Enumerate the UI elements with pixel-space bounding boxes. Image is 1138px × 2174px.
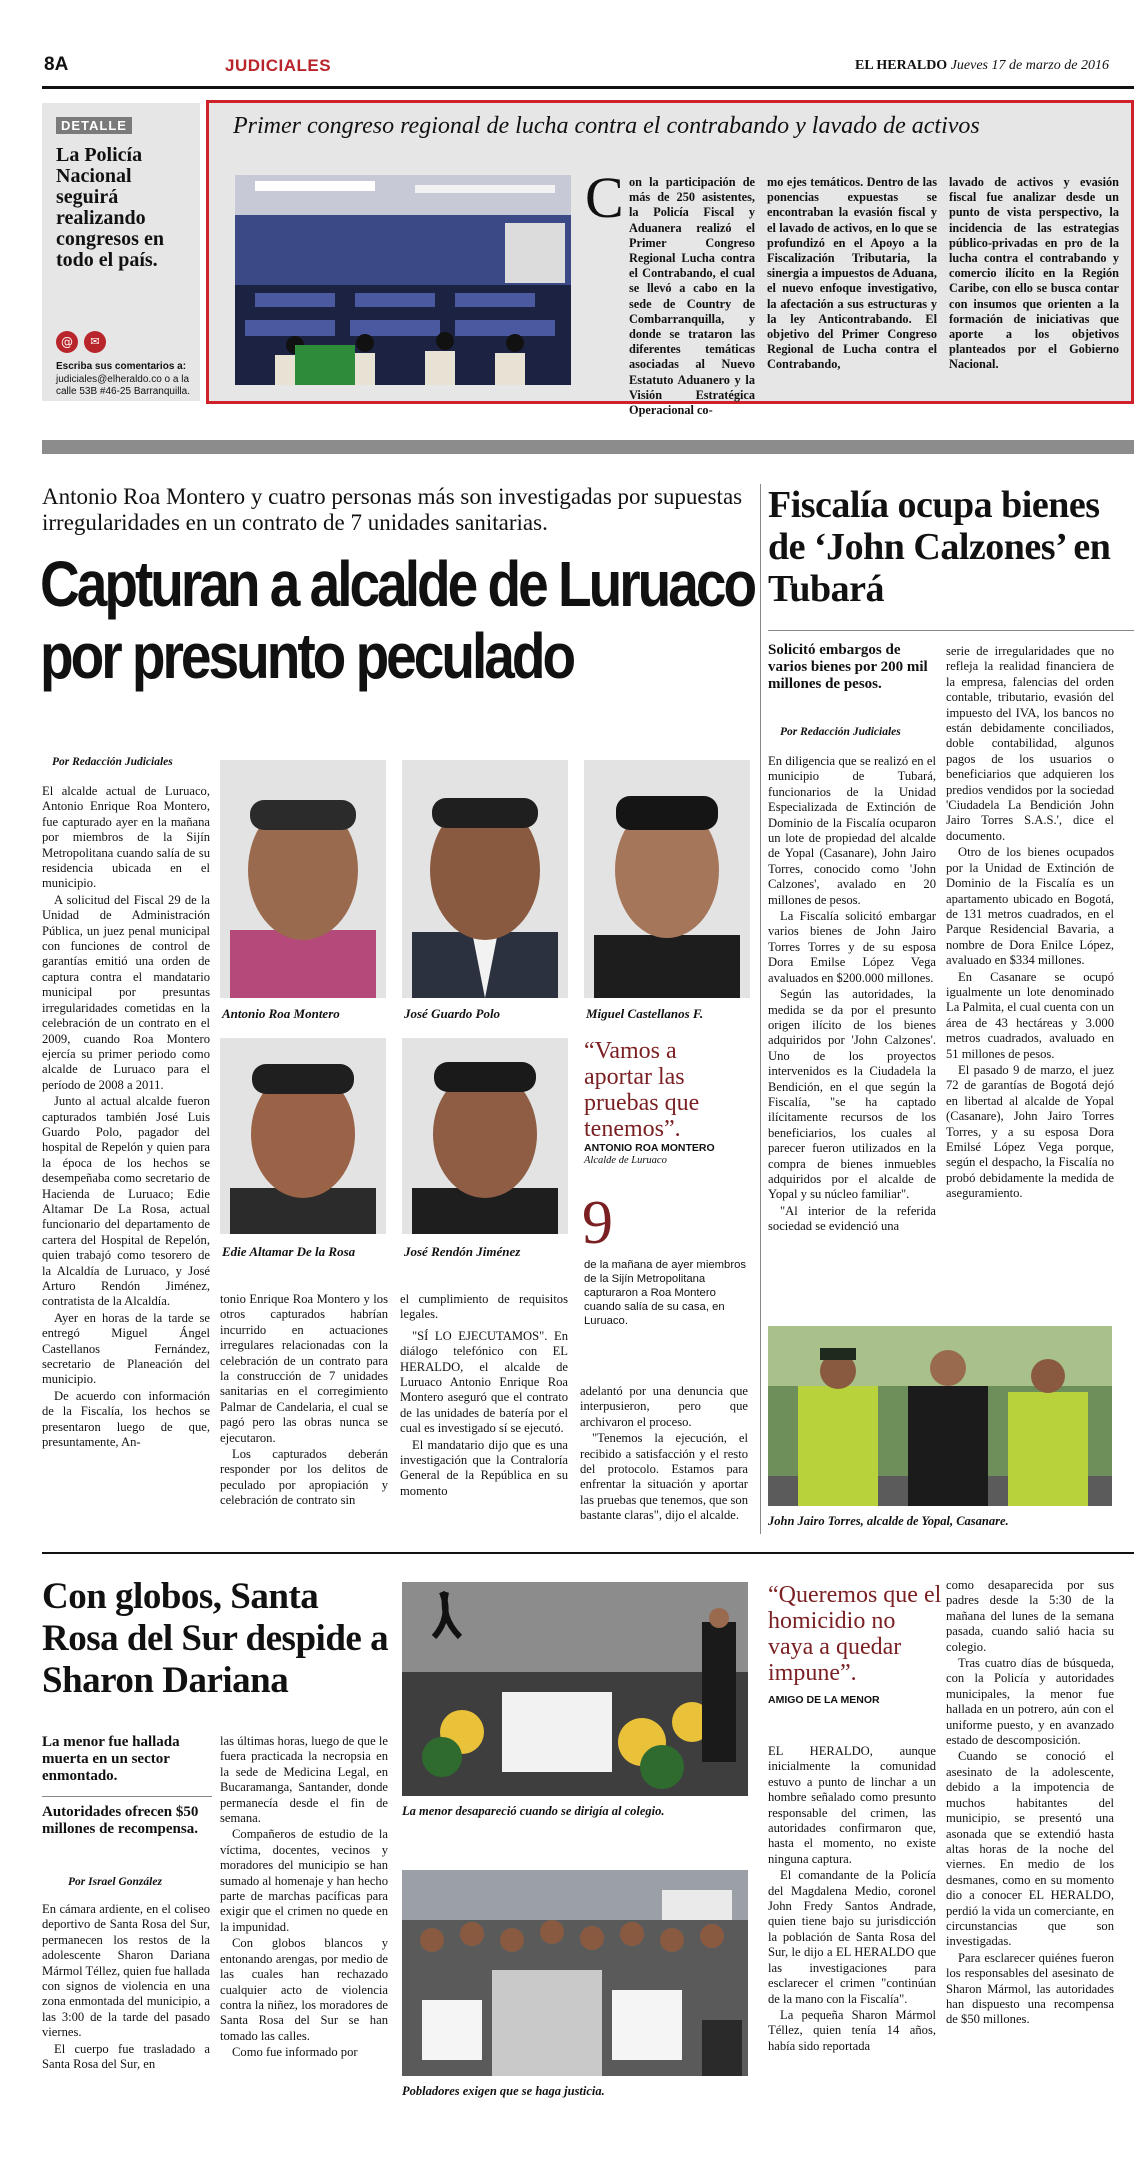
sharon-photo-1-caption: La menor desapareció cuando se dirigía al colegio. <box>402 1804 665 1818</box>
fiscalia-photo-caption: John Jairo Torres, alcalde de Yopal, Casanare. <box>768 1514 1009 1528</box>
comments-text: judiciales@elheraldo.co o a la calle 53B #46-25 Barranquilla. <box>56 374 190 397</box>
luruaco-col-4 <box>580 1384 748 1530</box>
luruaco-headline: Capturan a alcalde de Luruaco por presunto peculado <box>40 548 755 692</box>
email-icon[interactable]: @ <box>56 331 78 353</box>
sharon-photo-2 <box>402 1870 748 2076</box>
photo-roa-montero <box>220 760 386 998</box>
luruaco-byline: Por Redacción Judiciales <box>52 756 173 768</box>
fiscalia-p2: La Fiscalía solicitó embargar varios bienes de John Jairo Torres Torres y de su esposa Dora Emilse López Vega avaluados en $200.000 millones. <box>768 909 936 985</box>
caption-altamar: Edie Altamar De la Rosa <box>222 1244 356 1259</box>
fiscalia-rule <box>768 630 1134 631</box>
congreso-col-2-text: mo ejes temáticos. Dentro de las ponencias expuestas se encontraban la evasión fiscal y el lavado de activos, en lo que se profundizó en el Apoyo a la Fiscalización Tributaria, la sinergia a impuestos de Aduana, el nuevo enfoque investigativo, la afectación a sus estructuras y la ley Anticontrabando. El objetivo del Primer Congreso Regional de Lucha contra el Contrabando, <box>767 175 937 372</box>
luruaco-col-2 <box>220 1292 388 1530</box>
separator-band <box>42 440 1134 454</box>
detalle-text: La Policía Nacional seguirá realizando congresos en todo el país. <box>56 144 164 271</box>
march-image <box>402 1870 748 2076</box>
fiscalia-p4: "Al interior de la referida sociedad se evidenció una <box>768 1203 936 1234</box>
congreso-col-3-text: lavado de activos y evasión fiscal fue analizar desde un punto de vista perspectivo, la incidencia de las estrategias público-privadas en pro de la lucha contra el contrabando y comercio ilícito en la Región Caribe, con ello se busca contar con insumos que orienten a la formación de iniciativas que aporte a los objetivos planteados por el Gobierno Nacional. <box>949 175 1119 372</box>
sharon-col2-p4: Como fue informado por <box>232 2045 358 2060</box>
sharon-deck-2: Autoridades ofrecen $50 millones de recompensa. <box>42 1804 199 1837</box>
header-rule <box>42 86 1134 89</box>
arrest-image <box>768 1326 1112 1506</box>
fiscalia-photo <box>768 1326 1112 1506</box>
section-name: JUDICIALES <box>225 56 332 75</box>
luruaco-col2-p2: Los capturados deberán responder por los delitos de peculado por apropiación y celebración de contrato sin <box>220 1447 388 1508</box>
sharon-photo-2-caption: Pobladores exigen que se haga justicia. <box>402 2084 605 2098</box>
issue-date: Jueves 17 de marzo de 2016 <box>950 58 1109 73</box>
quote-name: ANTONIO ROA MONTERO <box>584 1142 715 1154</box>
fiscalia-deck: Solicitó embargos de varios bienes por 200 mil millones de pesos. <box>768 642 928 692</box>
sharon-col-3 <box>768 1744 936 2108</box>
fiscalia-p1: En diligencia que se realizó en el municipio de Tubará, funcionarios de la Unidad Especializada de Extinción de Dominio de la Fiscalía ocuparon un lote de propiedad del alcalde de Yopal (Casanare), John Jairo Torres, conocido como 'John Calzones', avalado en 20 millones de pesos. <box>768 754 936 907</box>
fiscalia-col2-p4: El pasado 9 de marzo, el juez 72 de garantías de Bogotá dejó en libertad al alcalde de Yopal (Casanare), John Jairo Torres Torres, y a su esposa Dora Emilsé López Vega porque, según el despacho, la Fiscalía no probó debidamente la medida de aseguramiento. <box>946 1062 1114 1201</box>
sharon-col4-p3: Cuando se conoció el asesinato de la adolescente, debido a la impotencia de muchos habitantes del municipio, se presentó una asonada que se extendió hasta altas horas de la noche del viernes. En medio de los desmanes, como en su momento dio a conocer EL HERALDO, perdió la vida un comerciante, en circunstancias que son investigadas. <box>946 1749 1114 1949</box>
caption-castellanos: Miguel Castellanos F. <box>586 1006 704 1021</box>
sharon-col3-p1: EL HERALDO, aunque inicialmente la comunidad estuvo a punto de linchar a un hombre señalado como presunto responsable del crimen, las autoridades confirmaron que, hasta el momento, no existe ninguna captura. <box>768 1744 936 1866</box>
sharon-quote: “Queremos que el homicidio no vaya a quedar impune”. <box>768 1582 942 1686</box>
caption-roa-montero: Antonio Roa Montero <box>222 1006 340 1021</box>
stat-text: de la mañana de ayer miembros de la Sijín Metropolitana capturaron a Roa Montero cuando salía de su casa, en Luruaco. <box>584 1259 747 1327</box>
luruaco-col3-p1: el cumplimiento de requisitos legales. <box>400 1292 568 1322</box>
luruaco-p4: Ayer en horas de la tarde se entregó Miguel Ángel Castellanos Fernández, secretario de Planeación del municipio. <box>42 1310 210 1387</box>
luruaco-col-3 <box>400 1292 568 1530</box>
congreso-box <box>206 100 1134 418</box>
section-rule <box>42 1552 1134 1554</box>
fiscalia-col-1 <box>768 754 936 1290</box>
sharon-col3-p2: El comandante de la Policía del Magdalena Medio, coronel John Fredy Santos Andrade, quien tiene bajo su jurisdicción la población de Santa Rosa del Sur, le dijo a EL HERALDO que las investigaciones para esclarecer el crimen "continúan de la mano con la Fiscalía". <box>768 1868 936 2006</box>
page-number: 8A <box>44 54 69 75</box>
masthead <box>855 58 1109 74</box>
paper-name: EL HERALDO <box>855 58 948 73</box>
sharon-col4-p2: Tras cuatro días de búsqueda, con la Policía y autoridades municipales, la menor fue hallada en un potrero, aún con el uniforme puesto, y en avanzado estado de descomposición. <box>946 1656 1114 1748</box>
luruaco-col4-p1: adelantó por una denuncia que interpusieron, pero que archivaron el proceso. <box>580 1384 748 1429</box>
congreso-photo <box>235 175 571 385</box>
luruaco-p5: De acuerdo con información de la Fiscalía, los hechos se presentaron luego de que, presuntamente, An- <box>42 1388 210 1450</box>
deck-rule <box>42 1796 212 1797</box>
caption-rendon: José Rendón Jiménez <box>404 1244 521 1259</box>
comment-icons <box>56 331 116 355</box>
sharon-col4-p1: como desaparecida por sus padres desde la 5:30 de la mañana del lunes de la semana pasada, cuando salió hacia su colegio. <box>946 1578 1114 1654</box>
stat-number: 9 <box>582 1189 613 1257</box>
congreso-col-1 <box>585 175 755 418</box>
congreso-col-2 <box>767 175 937 389</box>
sharon-quote-source: AMIGO DE LA MENOR <box>768 1694 880 1706</box>
sharon-headline: Con globos, Santa Rosa del Sur despide a Sharon Dariana <box>42 1576 389 1701</box>
sharon-col4-p4: Para esclarecer quiénes fueron los responsables del asesinato de Sharon Mármol, las autoridades han dispuesto una recompensa de $50 millones. <box>946 1950 1114 2027</box>
fiscalia-col2-p3: En Casanare se ocupó igualmente un lote denominado La Palmita, el cual cuenta con un área de 43 hectáreas y 3.000 metros cuadrados, avaluado en 51 millones de pesos. <box>946 969 1114 1061</box>
detalle-box <box>42 103 200 401</box>
funeral-image <box>402 1582 748 1796</box>
detalle-label: DETALLE <box>56 117 132 134</box>
comments-title: Escriba sus comentarios a: <box>56 361 187 372</box>
luruaco-col-1 <box>42 784 210 1530</box>
caption-guardo-polo: José Guardo Polo <box>404 1006 501 1021</box>
fiscalia-headline: Fiscalía ocupa bienes de ‘John Calzones’ en Tubará <box>768 484 1111 610</box>
sharon-col2-p3: Con globos blancos y entonando arengas, por medio de las cuales han rechazado cualquier acto de violencia contra la niñez, los moradores de Santa Rosa del Sur se han tomado las calles. <box>220 1936 388 2043</box>
photo-castellanos <box>584 760 750 998</box>
sharon-photo-1 <box>402 1582 748 1796</box>
luruaco-p3: Junto al actual alcalde fueron capturados también José Luis Guardo Polo, pagador del hospital de Repelón y quien para la época de los hechos se desempeñaba como secretario de Hacienda de Luruaco; Edie Altamar De La Rosa, actual funcionario del departamento de cartera del Hospital de Repelón, quien trabajó como tesorero de la Alcaldía de Luruaco, y José Arturo Rendón Jiménez, contratista de la Alcaldía. <box>42 1094 210 1309</box>
comment-icon[interactable]: ✉ <box>84 331 106 353</box>
sharon-byline: Por Israel González <box>68 1876 162 1888</box>
sharon-p1: En cámara ardiente, en el coliseo deportivo de Santa Rosa del Sur, permanecen los restos de la adolescente Sharon Dariana Mármol Téllez, quien fue hallada con signos de violencia en una zona enmontada del municipio, a las 3:00 de la tarde del pasado viernes. <box>42 1902 210 2040</box>
fiscalia-col-2 <box>946 644 1114 1290</box>
congreso-col-3 <box>949 175 1119 389</box>
luruaco-col4-p2: "Tenemos la ejecución, el recibido a satisfacción y el resto del protocolo. Estamos para enfrentar la situación y aportar las pruebas que tenemos, que son bastante claras", dijo el alcalde. <box>580 1431 748 1523</box>
sharon-col2-p1: las últimas horas, luego de que le fuera practicada la necropsia en la sede de Medicina Legal, en Bucaramanga, Santander, donde permanecía desde el fin de semana. <box>220 1734 388 1826</box>
luruaco-kicker: Antonio Roa Montero y cuatro personas más son investigadas por supuestas irregularidades en un contrato de 7 unidades sanitarias. <box>42 484 743 535</box>
photo-guardo-polo <box>402 760 568 998</box>
sharon-deck-1: La menor fue hallada muerta en un sector enmontado. <box>42 1734 180 1784</box>
quote-role: Alcalde de Luruaco <box>584 1155 667 1166</box>
luruaco-col3-p3: El mandatario dijo que es una investigación que la Contraloría General de la República en su momento <box>400 1437 568 1498</box>
photo-rendon <box>402 1038 568 1234</box>
column-divider <box>760 484 761 1534</box>
sharon-p2: El cuerpo fue trasladado a Santa Rosa del Sur, en <box>42 2041 210 2072</box>
sharon-col2-p2: Compañeros de estudio de la víctima, docentes, vecinos y moradores del municipio se han sumado al homenaje y han hecho parte de marchas pacíficas para exigir que el crimen no quede en la impunidad. <box>220 1827 388 1934</box>
fiscalia-col2-p1: serie de irregularidades que no refleja la realidad financiera de la empresa, falencias del orden contable, tributario, evasión del impuesto del IVA, los bancos no están debidamente conciliados, doble contabilidad, algunos pagos de los usuarios o beneficiarios que adquieren los predios vendidos por la sociedad 'Ciudadela La Bendición John Jairo Torres S.A.S.', dice el documento. <box>946 644 1114 843</box>
congreso-title: Primer congreso regional de lucha contra el contrabando y lavado de activos <box>233 113 980 139</box>
congreso-dropcap: C <box>585 165 624 230</box>
fiscalia-p3: Según las autoridades, la medida se da por el presunto origen ilícito de los bienes adquiridos por 'John Calzones'. Uno de los proyectos intervenidos es la Ciudadela la Bendición, en el que según la Fiscalía, "se ha captado ilícitamente recursos de los beneficiarios, los cuales al parecer fueron utilizados en la compra de bienes inmuebles adquiridos por el alcalde de Yopal y su núcleo familiar". <box>768 987 936 1202</box>
sharon-col-4 <box>946 1578 1114 2108</box>
fiscalia-col2-p2: Otro de los bienes ocupados por la Unidad de Extinción de Dominio de la Fiscalía es un apartamento ubicado en Bogotá, de 131 metros cuadrados, en el Parque Residencial Bavaria, a nombre de Dora Enilce López, avaluado en $334 millones. <box>946 845 1114 968</box>
sharon-col-1 <box>42 1902 210 2108</box>
sharon-col3-p3: La pequeña Sharon Mármol Téllez, quien tenía 14 años, había sido reportada <box>768 2007 936 2053</box>
fiscalia-byline: Por Redacción Judiciales <box>780 726 901 738</box>
sharon-col-2 <box>220 1734 388 2108</box>
congreso-col-1-text: on la participación de más de 250 asistentes, la Policía Fiscal y Aduanera realizó el Primer Congreso Regional Lucha contra el Contrabando, el cual se llevó a cabo en la sede de Country de Combarranquilla, y donde se trataron las diferentes temáticas asociadas al Nuevo Estatuto Aduanero y la Visión Estratégica Operacional co- <box>629 175 755 418</box>
luruaco-quote: “Vamos a aportar las pruebas que tenemos”. <box>584 1038 700 1142</box>
luruaco-col2-p1: tonio Enrique Roa Montero y los otros capturados habrían incurrido en actuaciones irregulares relacionadas con la celebración de un contrato para la construcción de 7 unidades sanitarias en el corregimiento Palmar de Candelaria, el cual se pagó pero las obras nunca se ejecutaron. <box>220 1292 388 1445</box>
luruaco-p1: El alcalde actual de Luruaco, Antonio Enrique Roa Montero, fue capturado ayer en la mañana por miembros de la Sijín Metropolitana cuando salía de su residencia ubicada en el municipio. <box>42 784 210 891</box>
luruaco-p2: A solicitud del Fiscal 29 de la Unidad de Administración Pública, un juez penal municipal con funciones de control de garantías emitió una orden de captura contra el mandatario municipal por presuntas irregularidades cometidas en la celebración de un contrato en el 2009, cuando Roa Montero ejercía su primer periodo como alcalde de Luruaco para el período de 2008 a 2011. <box>42 892 210 1092</box>
photo-altamar <box>220 1038 386 1234</box>
conference-image <box>235 175 571 385</box>
luruaco-col3-p2: "SÍ LO EJECUTAMOS". En diálogo telefónico con EL HERALDO, el alcalde de Luruaco Antonio Enrique Roa Montero aseguró que el contrato de las unidades de batería por el cual es investigado sí se ejecutó. <box>400 1328 568 1436</box>
